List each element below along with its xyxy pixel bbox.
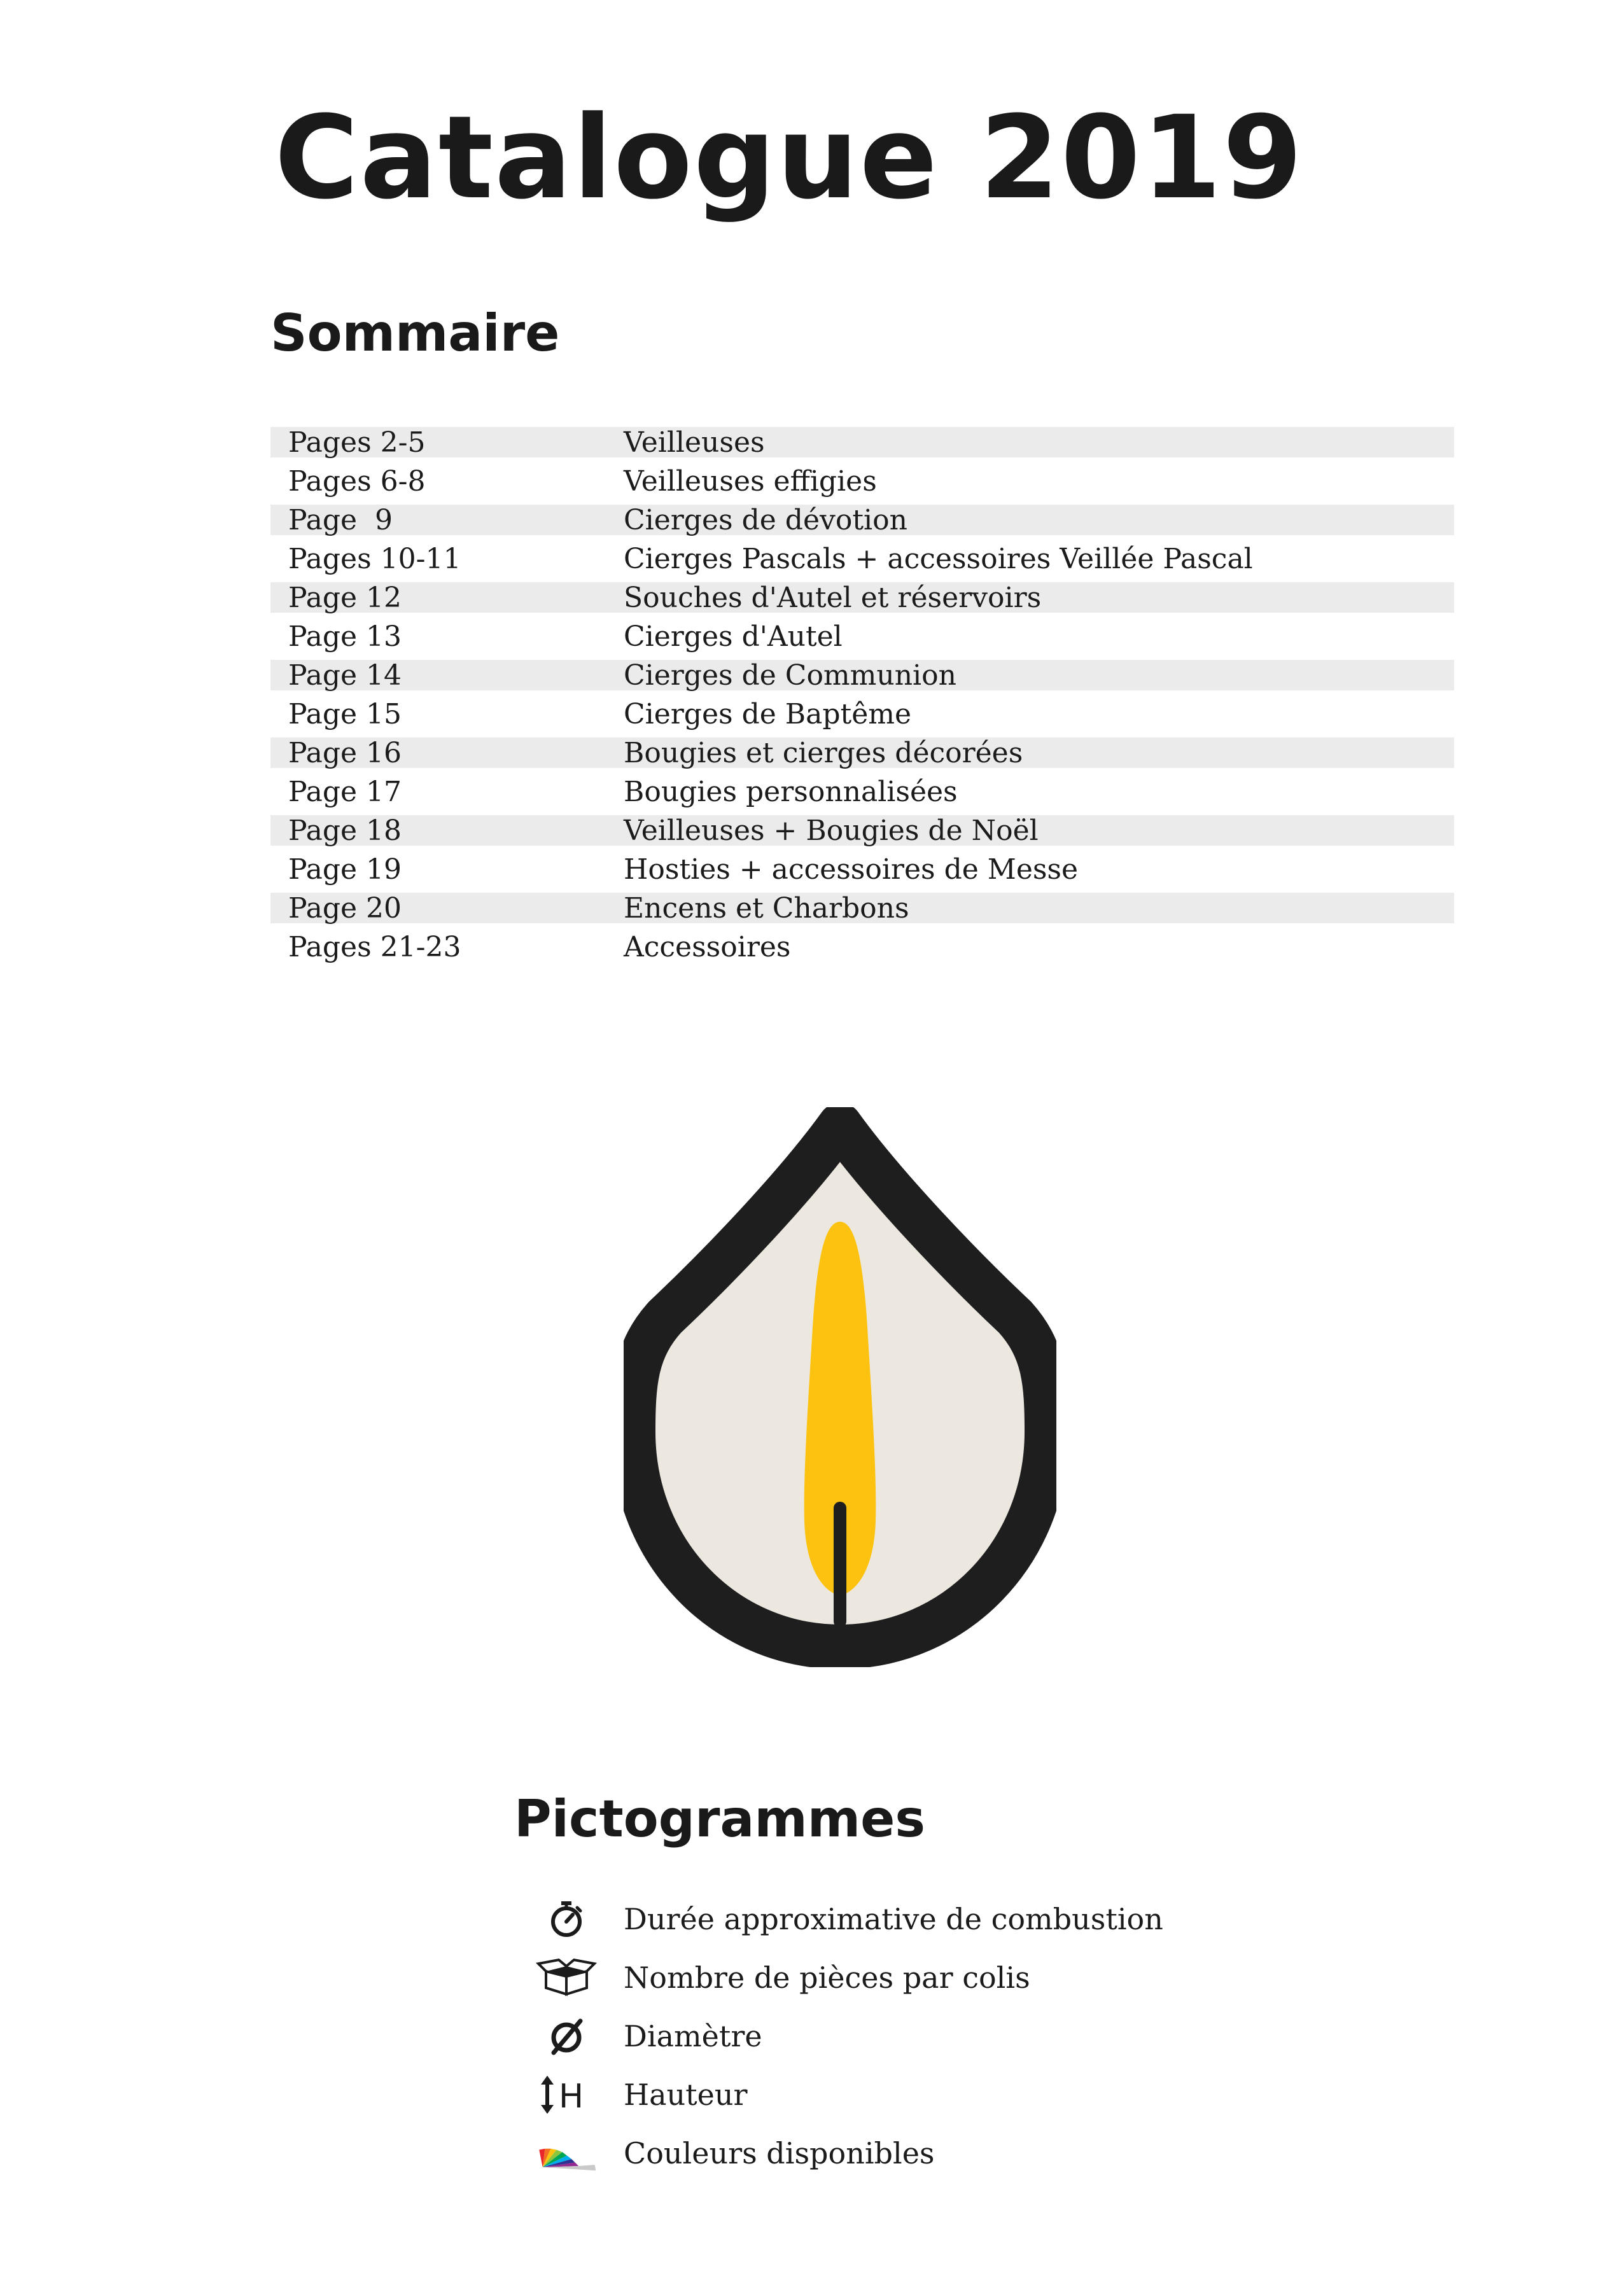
- diameter-icon: [535, 2016, 598, 2057]
- toc-label: Cierges de dévotion: [624, 504, 907, 536]
- toc-row: [270, 853, 1454, 891]
- height-icon-letter: H: [559, 2078, 584, 2115]
- toc-pages: Page 14: [288, 659, 402, 692]
- toc-label: Accessoires: [624, 931, 791, 963]
- box-icon: [535, 1957, 598, 1998]
- toc-row: [270, 659, 1454, 697]
- toc-pages: Page 19: [288, 853, 402, 886]
- row-band: [270, 427, 1454, 458]
- toc-pages: Pages 6-8: [288, 465, 426, 498]
- toc-pages: Page 15: [288, 698, 402, 730]
- toc-label: Veilleuses effigies: [624, 465, 877, 498]
- legend-item: [535, 2007, 1425, 2065]
- stopwatch-icon: [535, 1899, 598, 1939]
- legend-item: [535, 1890, 1425, 1948]
- toc-row: [270, 620, 1454, 659]
- toc-label: Encens et Charbons: [624, 892, 909, 925]
- toc-row: [270, 930, 1454, 969]
- sommaire-heading: Sommaire: [270, 304, 560, 363]
- candle-flame-logo: [624, 1107, 1056, 1667]
- toc-row: [270, 814, 1454, 853]
- toc-row: [270, 503, 1454, 542]
- toc-label: Cierges de Communion: [624, 659, 956, 692]
- legend-item: [535, 2124, 1425, 2183]
- toc-row: [270, 736, 1454, 775]
- table-of-contents: [270, 426, 1454, 969]
- toc-label: Cierges Pascals + accessoires Veillée Pascal: [624, 543, 1253, 575]
- page-title: Catalogue 2019: [274, 92, 1304, 225]
- toc-pages: Page 17: [288, 776, 402, 808]
- toc-row: [270, 891, 1454, 930]
- toc-pages: Pages 2-5: [288, 426, 426, 459]
- toc-pages: Pages 21-23: [288, 931, 461, 963]
- toc-pages: Page 12: [288, 582, 402, 614]
- toc-row: [270, 581, 1454, 620]
- toc-label: Cierges de Baptême: [624, 698, 911, 730]
- toc-pages: Page 16: [288, 737, 402, 769]
- toc-pages: Page 9: [288, 504, 393, 536]
- toc-label: Bougies personnalisées: [624, 776, 958, 808]
- toc-row: [270, 542, 1454, 581]
- toc-label: Hosties + accessoires de Messe: [624, 853, 1079, 886]
- color-fan-icon: [535, 2133, 598, 2174]
- toc-label: Cierges d'Autel: [624, 620, 843, 653]
- pictogrammes-heading: Pictogrammes: [514, 1789, 925, 1848]
- legend-label: Durée approximative de combustion: [624, 1902, 1163, 1936]
- toc-row: [270, 775, 1454, 814]
- toc-row: [270, 426, 1454, 465]
- toc-row: [270, 697, 1454, 736]
- legend-item: [535, 1948, 1425, 2007]
- pictogram-legend: [535, 1890, 1425, 2183]
- toc-label: Veilleuses: [624, 426, 765, 459]
- legend-label: Nombre de pièces par colis: [624, 1960, 1030, 1995]
- legend-label: Hauteur: [624, 2078, 748, 2112]
- legend-item: [535, 2065, 1425, 2124]
- toc-label: Veilleuses + Bougies de Noël: [624, 814, 1039, 847]
- toc-pages: Page 13: [288, 620, 402, 653]
- toc-pages: Page 20: [288, 892, 402, 925]
- legend-label: Diamètre: [624, 2019, 762, 2053]
- toc-pages: Pages 10-11: [288, 543, 461, 575]
- toc-row: [270, 465, 1454, 503]
- toc-pages: Page 18: [288, 814, 402, 847]
- legend-label: Couleurs disponibles: [624, 2136, 935, 2170]
- toc-label: Souches d'Autel et réservoirs: [624, 582, 1042, 614]
- toc-label: Bougies et cierges décorées: [624, 737, 1023, 769]
- height-icon: [535, 2074, 598, 2115]
